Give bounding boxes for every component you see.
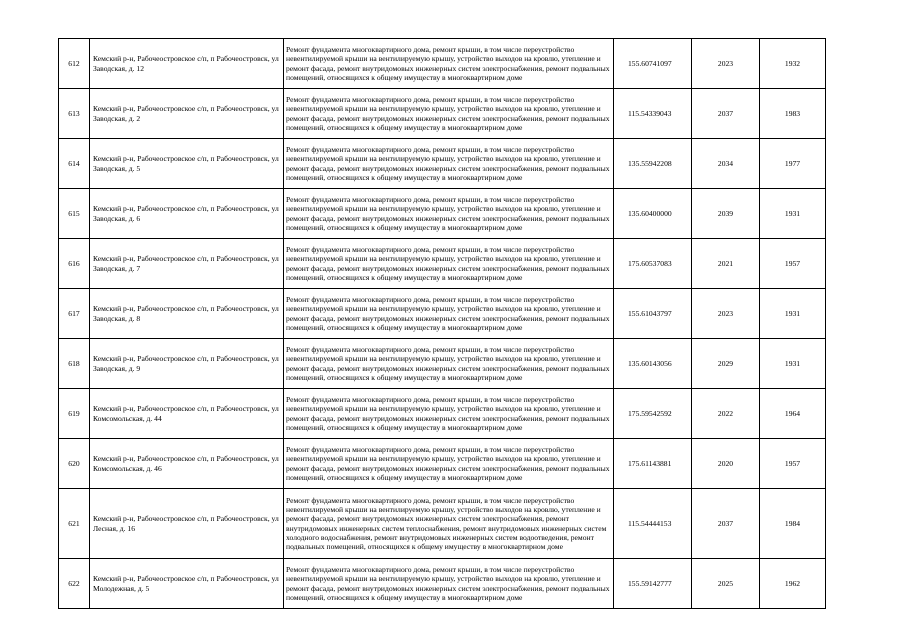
address-cell: Кемский р-н, Рабочеостровское с/п, п Рабочеостровск, ул Заводская, д. 5 xyxy=(90,139,284,189)
table-body xyxy=(59,39,826,609)
planned-year-cell: 2022 xyxy=(692,389,760,439)
address-cell: Кемский р-н, Рабочеостровское с/п, п Рабочеостровск, ул Заводская, д. 12 xyxy=(90,39,284,89)
planned-year-cell: 2037 xyxy=(692,89,760,139)
cost-cell: 155.61043797 xyxy=(614,289,692,339)
planned-year-cell: 2034 xyxy=(692,139,760,189)
address-cell: Кемский р-н, Рабочеостровское с/п, п Рабочеостровск, ул Молодежная, д. 5 xyxy=(90,559,284,609)
works-description-cell: Ремонт фундамента многоквартирного дома, ремонт крыши, в том числе переустройство невентилируемой крыши на вентилируемую крышу, устройство выходов на кровлю, утепление и ремонт фасада, ремонт внутридомовых инженерных систем электроснабжения, ремонт подвальных помещений, относящихся к общему имуществу в многоквартирном доме xyxy=(284,289,614,339)
row-number-cell: 615 xyxy=(59,189,90,239)
address-cell: Кемский р-н, Рабочеостровское с/п, п Рабочеостровск, ул Комсомольская, д. 46 xyxy=(90,439,284,489)
build-year-cell: 1957 xyxy=(760,439,826,489)
build-year-cell: 1931 xyxy=(760,189,826,239)
planned-year-cell: 2023 xyxy=(692,39,760,89)
works-description-cell: Ремонт фундамента многоквартирного дома, ремонт крыши, в том числе переустройство невентилируемой крыши на вентилируемую крышу, устройство выходов на кровлю, утепление и ремонт фасада, ремонт внутридомовых инженерных систем электроснабжения, ремонт подвальных помещений, относящихся к общему имуществу в многоквартирном доме xyxy=(284,559,614,609)
capital-repair-table xyxy=(58,38,826,609)
works-description-cell: Ремонт фундамента многоквартирного дома, ремонт крыши, в том числе переустройство невентилируемой крыши на вентилируемую крышу, устройство выходов на кровлю, утепление и ремонт фасада, ремонт внутридомовых инженерных систем электроснабжения, ремонт подвальных помещений, относящихся к общему имуществу в многоквартирном доме xyxy=(284,339,614,389)
table-row xyxy=(59,389,826,439)
cost-cell: 155.59142777 xyxy=(614,559,692,609)
planned-year-cell: 2037 xyxy=(692,489,760,559)
table-row xyxy=(59,439,826,489)
row-number-cell: 618 xyxy=(59,339,90,389)
row-number-cell: 614 xyxy=(59,139,90,189)
cost-cell: 155.60741097 xyxy=(614,39,692,89)
planned-year-cell: 2021 xyxy=(692,239,760,289)
build-year-cell: 1977 xyxy=(760,139,826,189)
table-row xyxy=(59,39,826,89)
address-cell: Кемский р-н, Рабочеостровское с/п, п Рабочеостровск, ул Лесная, д. 16 xyxy=(90,489,284,559)
cost-cell: 175.59542592 xyxy=(614,389,692,439)
cost-cell: 175.60537083 xyxy=(614,239,692,289)
row-number-cell: 613 xyxy=(59,89,90,139)
cost-cell: 115.54444153 xyxy=(614,489,692,559)
works-description-cell: Ремонт фундамента многоквартирного дома, ремонт крыши, в том числе переустройство невентилируемой крыши на вентилируемую крышу, устройство выходов на кровлю, утепление и ремонт фасада, ремонт внутридомовых инженерных систем электроснабжения, ремонт подвальных помещений, относящихся к общему имуществу в многоквартирном доме xyxy=(284,39,614,89)
planned-year-cell: 2023 xyxy=(692,289,760,339)
table-row xyxy=(59,239,826,289)
table-row xyxy=(59,139,826,189)
works-description-cell: Ремонт фундамента многоквартирного дома, ремонт крыши, в том числе переустройство невентилируемой крыши на вентилируемую крышу, устройство выходов на кровлю, утепление и ремонт фасада, ремонт внутридомовых инженерных систем электроснабжения, ремонт подвальных помещений, относящихся к общему имуществу в многоквартирном доме xyxy=(284,189,614,239)
works-description-cell: Ремонт фундамента многоквартирного дома, ремонт крыши, в том числе переустройство невентилируемой крыши на вентилируемую крышу, устройство выходов на кровлю, утепление и ремонт фасада, ремонт внутридомовых инженерных систем электроснабжения, ремонт подвальных помещений, относящихся к общему имуществу в многоквартирном доме xyxy=(284,439,614,489)
build-year-cell: 1932 xyxy=(760,39,826,89)
address-cell: Кемский р-н, Рабочеостровское с/п, п Рабочеостровск, ул Заводская, д. 8 xyxy=(90,289,284,339)
table-row xyxy=(59,189,826,239)
planned-year-cell: 2039 xyxy=(692,189,760,239)
address-cell: Кемский р-н, Рабочеостровское с/п, п Рабочеостровск, ул Заводская, д. 9 xyxy=(90,339,284,389)
address-cell: Кемский р-н, Рабочеостровское с/п, п Рабочеостровск, ул Заводская, д. 2 xyxy=(90,89,284,139)
table-row xyxy=(59,289,826,339)
row-number-cell: 621 xyxy=(59,489,90,559)
row-number-cell: 617 xyxy=(59,289,90,339)
table-row xyxy=(59,559,826,609)
table-row xyxy=(59,339,826,389)
works-description-cell: Ремонт фундамента многоквартирного дома, ремонт крыши, в том числе переустройство невентилируемой крыши на вентилируемую крышу, устройство выходов на кровлю, утепление и ремонт фасада, ремонт внутридомовых инженерных систем электроснабжения, ремонт подвальных помещений, относящихся к общему имуществу в многоквартирном доме xyxy=(284,89,614,139)
cost-cell: 175.61143881 xyxy=(614,439,692,489)
address-cell: Кемский р-н, Рабочеостровское с/п, п Рабочеостровск, ул Заводская, д. 7 xyxy=(90,239,284,289)
build-year-cell: 1931 xyxy=(760,339,826,389)
row-number-cell: 619 xyxy=(59,389,90,439)
row-number-cell: 622 xyxy=(59,559,90,609)
build-year-cell: 1984 xyxy=(760,489,826,559)
cost-cell: 135.60143056 xyxy=(614,339,692,389)
build-year-cell: 1962 xyxy=(760,559,826,609)
planned-year-cell: 2029 xyxy=(692,339,760,389)
build-year-cell: 1931 xyxy=(760,289,826,339)
works-description-cell: Ремонт фундамента многоквартирного дома, ремонт крыши, в том числе переустройство невентилируемой крыши на вентилируемую крышу, устройство выходов на кровлю, утепление и ремонт фасада, ремонт внутридомовых инженерных систем электроснабжения, ремонт подвальных помещений, относящихся к общему имуществу в многоквартирном доме xyxy=(284,239,614,289)
build-year-cell: 1964 xyxy=(760,389,826,439)
planned-year-cell: 2025 xyxy=(692,559,760,609)
build-year-cell: 1983 xyxy=(760,89,826,139)
works-description-cell: Ремонт фундамента многоквартирного дома, ремонт крыши, в том числе переустройство невентилируемой крыши на вентилируемую крышу, устройство выходов на кровлю, утепление и ремонт фасада, ремонт внутридомовых инженерных систем электроснабжения, ремонт внутридомовых инженерных систем теплоснабжения, ремонт внутридомовых инженерных систем холодного водоснабжения, ремонт внутридомовых инженерных систем водоотведения, ремонт подвальных помещений, относящихся к общему имуществу в многоквартирном доме xyxy=(284,489,614,559)
address-cell: Кемский р-н, Рабочеостровское с/п, п Рабочеостровск, ул Комсомольская, д. 44 xyxy=(90,389,284,439)
address-cell: Кемский р-н, Рабочеостровское с/п, п Рабочеостровск, ул Заводская, д. 6 xyxy=(90,189,284,239)
cost-cell: 135.55942208 xyxy=(614,139,692,189)
table-row xyxy=(59,489,826,559)
planned-year-cell: 2020 xyxy=(692,439,760,489)
table-row xyxy=(59,89,826,139)
cost-cell: 135.60400000 xyxy=(614,189,692,239)
row-number-cell: 620 xyxy=(59,439,90,489)
cost-cell: 115.54339043 xyxy=(614,89,692,139)
works-description-cell: Ремонт фундамента многоквартирного дома, ремонт крыши, в том числе переустройство невентилируемой крыши на вентилируемую крышу, устройство выходов на кровлю, утепление и ремонт фасада, ремонт внутридомовых инженерных систем электроснабжения, ремонт подвальных помещений, относящихся к общему имуществу в многоквартирном доме xyxy=(284,389,614,439)
row-number-cell: 616 xyxy=(59,239,90,289)
works-description-cell: Ремонт фундамента многоквартирного дома, ремонт крыши, в том числе переустройство невентилируемой крыши на вентилируемую крышу, устройство выходов на кровлю, утепление и ремонт фасада, ремонт внутридомовых инженерных систем электроснабжения, ремонт подвальных помещений, относящихся к общему имуществу в многоквартирном доме xyxy=(284,139,614,189)
build-year-cell: 1957 xyxy=(760,239,826,289)
row-number-cell: 612 xyxy=(59,39,90,89)
